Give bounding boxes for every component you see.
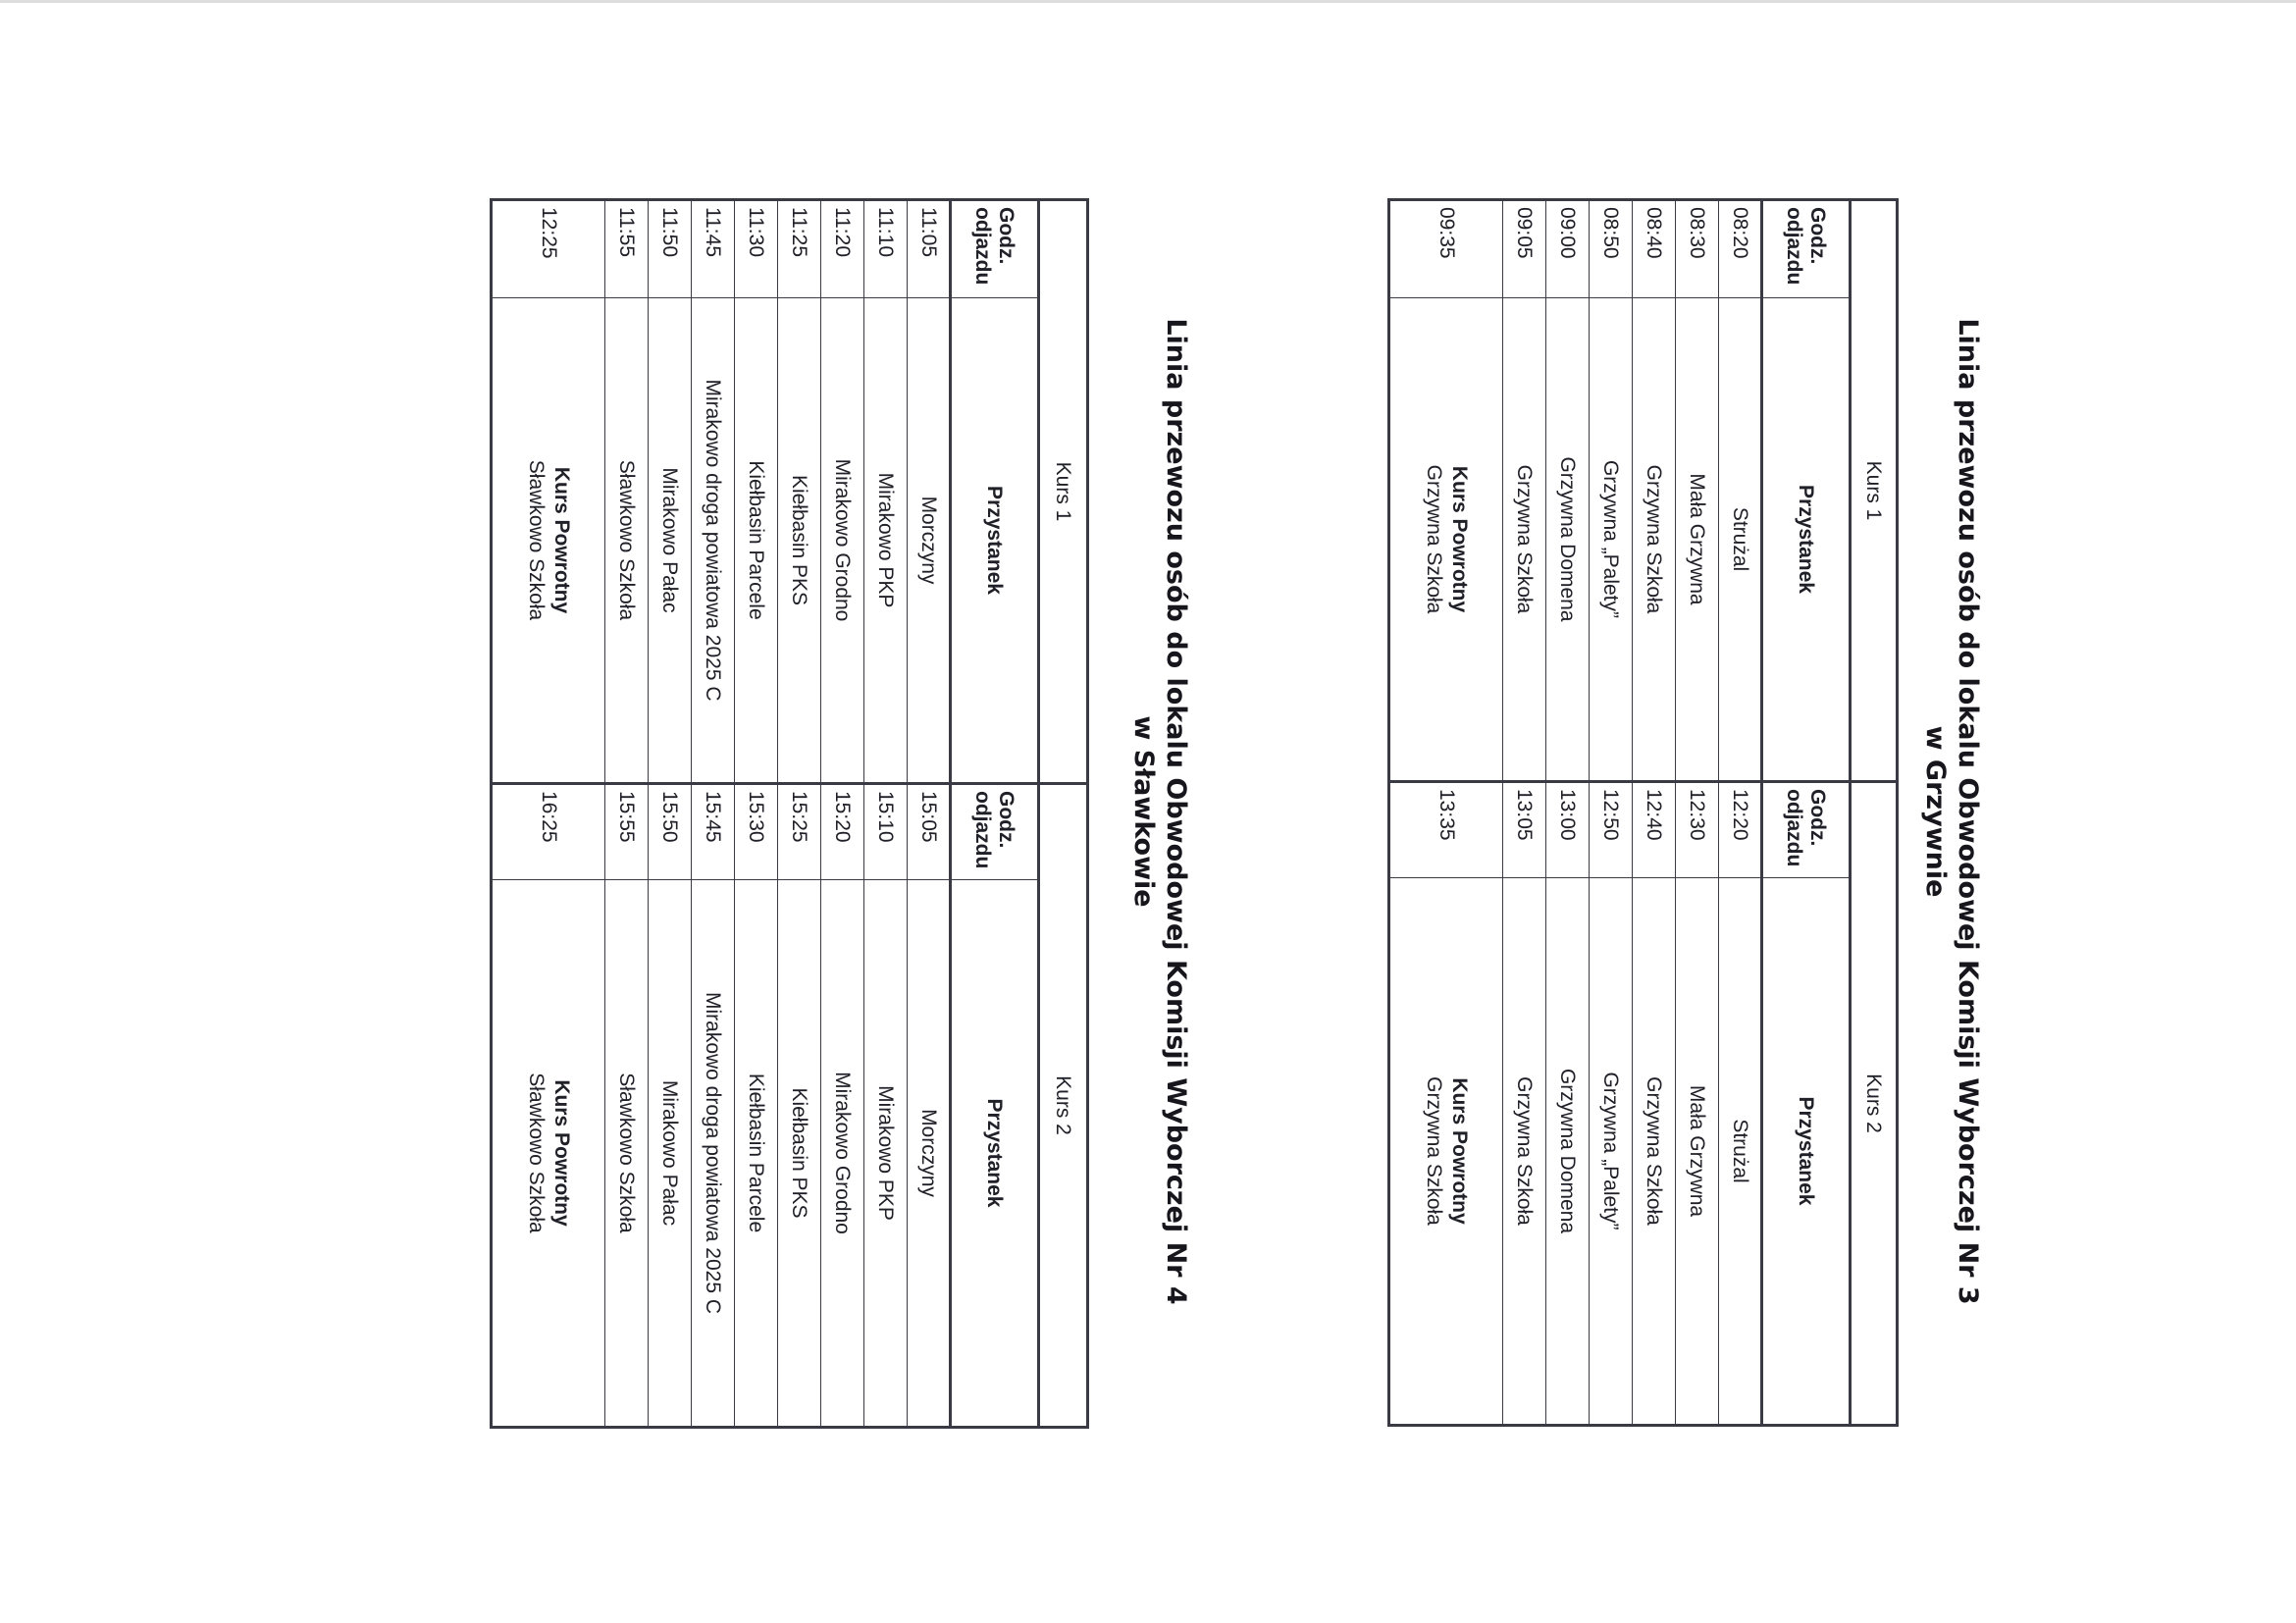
kurs2-label: Kurs 2 xyxy=(1851,782,1898,1426)
return-time: 16:25 xyxy=(492,784,605,880)
departure-time: 11:10 xyxy=(864,200,908,298)
stop-name: Mirakowo Pałac xyxy=(649,298,692,784)
departure-time: 15:45 xyxy=(692,784,735,880)
departure-time: 15:55 xyxy=(605,784,649,880)
stop-name: Mała Grzywna xyxy=(1676,878,1719,1426)
return-stop: Grzywna Szkoła xyxy=(1423,1076,1445,1226)
stop-name: Mirakowo Pałac xyxy=(649,880,692,1428)
line1-title xyxy=(1919,0,1984,1623)
kurs1-label: Kurs 1 xyxy=(1851,200,1898,782)
stop-name: Morczyny xyxy=(908,880,951,1428)
departure-time: 15:10 xyxy=(864,784,908,880)
stop-name: Sławkowo Szkoła xyxy=(605,880,649,1428)
return-stop: Sławkowo Szkoła xyxy=(525,1073,548,1233)
return-time: 12:25 xyxy=(492,200,605,298)
departure-time: 12:30 xyxy=(1676,782,1719,878)
departure-time: 09:00 xyxy=(1546,200,1590,298)
stop-name: Grzywna Domena xyxy=(1546,298,1590,782)
kurs-row xyxy=(1039,200,1088,1428)
table-row xyxy=(1503,200,1546,1426)
kurs-row xyxy=(1851,200,1898,1426)
departure-time: 12:40 xyxy=(1633,782,1676,878)
return-time: 13:35 xyxy=(1389,782,1503,878)
line1-title-line2: w Grzywnie xyxy=(1920,725,1951,898)
departure-time: 11:45 xyxy=(692,200,735,298)
line2-title xyxy=(1127,0,1192,1623)
stop-header: Przystanek xyxy=(951,880,1039,1428)
table-row xyxy=(1546,200,1590,1426)
departure-time: 15:20 xyxy=(821,784,864,880)
stop-name: Mała Grzywna xyxy=(1676,298,1719,782)
time-header: Godz. odjazdu xyxy=(1762,782,1851,878)
departure-time: 13:05 xyxy=(1503,782,1546,878)
departure-time: 08:20 xyxy=(1719,200,1762,298)
line2-title-line1: Linia przewozu osób do lokalu Obwodowej Komisji Wyborczej Nr 4 xyxy=(1161,318,1191,1305)
table-row xyxy=(908,200,951,1428)
return-stop: Sławkowo Szkoła xyxy=(525,459,548,621)
table-row xyxy=(1676,200,1719,1426)
return-label: Kurs Powrotny xyxy=(550,466,573,614)
departure-time: 08:30 xyxy=(1676,200,1719,298)
stop-name: Mirakowo droga powiatowa 2025 C xyxy=(692,880,735,1428)
departure-time: 12:50 xyxy=(1590,782,1633,878)
time-header: Godz. odjazdu xyxy=(951,784,1039,880)
stop-name: Grzywna „Palety” xyxy=(1590,878,1633,1426)
stop-name: Kiełbasin PKS xyxy=(778,880,821,1428)
return-row xyxy=(492,200,605,1428)
kurs1-label: Kurs 1 xyxy=(1039,200,1088,784)
departure-time: 08:50 xyxy=(1590,200,1633,298)
stop-name: Kiełbasin Parcele xyxy=(735,298,778,784)
departure-time: 15:30 xyxy=(735,784,778,880)
return-stop-cell xyxy=(492,880,605,1428)
departure-time: 11:25 xyxy=(778,200,821,298)
departure-time: 11:05 xyxy=(908,200,951,298)
table-row xyxy=(821,200,864,1428)
line2-title-line2: w Sławkowie xyxy=(1128,715,1159,908)
table-row xyxy=(1633,200,1676,1426)
departure-time: 09:05 xyxy=(1503,200,1546,298)
time-header: Godz. odjazdu xyxy=(951,200,1039,298)
stop-name: Mirakowo PKP xyxy=(864,298,908,784)
table-row xyxy=(692,200,735,1428)
table-row xyxy=(778,200,821,1428)
stop-name: Strużal xyxy=(1719,878,1762,1426)
departure-time: 13:00 xyxy=(1546,782,1590,878)
stop-name: Mirakowo droga powiatowa 2025 C xyxy=(692,298,735,784)
stop-header: Przystanek xyxy=(1762,878,1851,1426)
return-stop: Grzywna Szkoła xyxy=(1423,464,1445,614)
table-row xyxy=(1719,200,1762,1426)
return-stop-cell xyxy=(1389,298,1503,782)
kurs2-label: Kurs 2 xyxy=(1039,784,1088,1428)
departure-time: 11:50 xyxy=(649,200,692,298)
table-row xyxy=(649,200,692,1428)
stop-name: Kiełbasin Parcele xyxy=(735,880,778,1428)
departure-time: 11:55 xyxy=(605,200,649,298)
stop-name: Kiełbasin PKS xyxy=(778,298,821,784)
departure-time: 15:50 xyxy=(649,784,692,880)
departure-time: 11:20 xyxy=(821,200,864,298)
table-row xyxy=(1590,200,1633,1426)
stop-name: Morczyny xyxy=(908,298,951,784)
return-row xyxy=(1389,200,1503,1426)
stop-header: Przystanek xyxy=(1762,298,1851,782)
return-label: Kurs Powrotny xyxy=(1448,1077,1471,1225)
stop-name: Grzywna Domena xyxy=(1546,878,1590,1426)
table-row xyxy=(605,200,649,1428)
return-stop-cell xyxy=(492,298,605,784)
return-time: 09:35 xyxy=(1389,200,1503,298)
stop-name: Sławkowo Szkoła xyxy=(605,298,649,784)
return-label: Kurs Powrotny xyxy=(550,1079,573,1227)
departure-time: 08:40 xyxy=(1633,200,1676,298)
departure-time: 15:25 xyxy=(778,784,821,880)
stop-name: Strużal xyxy=(1719,298,1762,782)
table-row xyxy=(864,200,908,1428)
stop-name: Grzywna Szkoła xyxy=(1503,298,1546,782)
line1-timetable xyxy=(1387,198,1899,1427)
stop-name: Mirakowo Grodno xyxy=(821,880,864,1428)
stop-name: Grzywna Szkoła xyxy=(1633,298,1676,782)
departure-time: 12:20 xyxy=(1719,782,1762,878)
departure-time: 11:30 xyxy=(735,200,778,298)
time-header: Godz. odjazdu xyxy=(1762,200,1851,298)
return-stop-cell xyxy=(1389,878,1503,1426)
stop-header: Przystanek xyxy=(951,298,1039,784)
header-row xyxy=(1762,200,1851,1426)
stop-name: Grzywna Szkoła xyxy=(1503,878,1546,1426)
stop-name: Grzywna Szkoła xyxy=(1633,878,1676,1426)
line1-title-line1: Linia przewozu osób do lokalu Obwodowej Komisji Wyborczej Nr 3 xyxy=(1953,318,1983,1305)
return-label: Kurs Powrotny xyxy=(1448,465,1471,613)
stop-name: Mirakowo PKP xyxy=(864,880,908,1428)
header-row xyxy=(951,200,1039,1428)
table-row xyxy=(735,200,778,1428)
line2-timetable xyxy=(490,198,1089,1429)
departure-time: 15:05 xyxy=(908,784,951,880)
stop-name: Grzywna „Palety” xyxy=(1590,298,1633,782)
stop-name: Mirakowo Grodno xyxy=(821,298,864,784)
